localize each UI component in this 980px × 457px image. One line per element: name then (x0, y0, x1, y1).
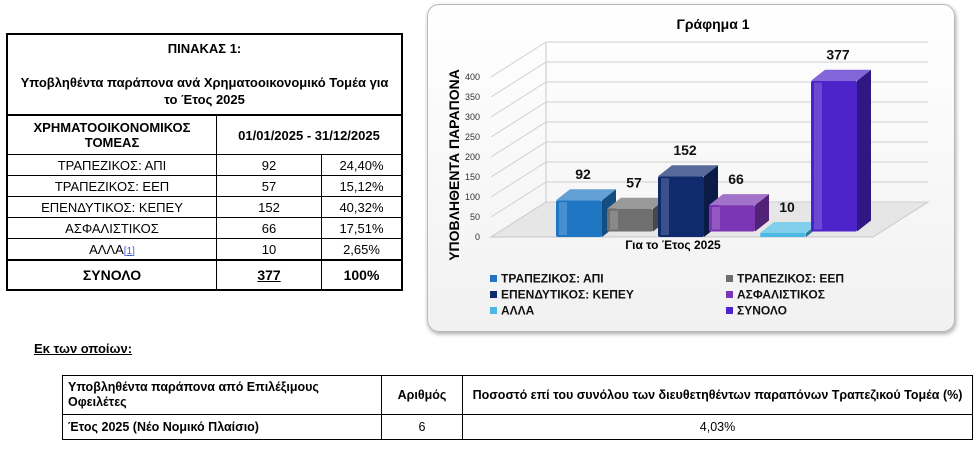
table-row (7, 176, 402, 197)
data-label: 92 (575, 166, 591, 183)
total-count: 377 (217, 260, 322, 290)
table-row (7, 197, 402, 218)
total-row (7, 260, 402, 290)
table-description: Υποβληθέντα παράπονα ανά Χρηματοοικονομικό Τομέα για το Έτος 2025 (20, 75, 389, 107)
legend-swatch (726, 307, 733, 314)
pct-cell: 2,65% (322, 239, 403, 261)
bar (709, 194, 769, 231)
chart-canvas (428, 5, 954, 331)
header-period: 01/01/2025 - 31/12/2025 (217, 115, 403, 155)
bar-chart (427, 4, 955, 332)
y-tick-label: 300 (464, 112, 480, 122)
count-cell: 6 (382, 415, 463, 440)
legend-label: ΤΡΑΠΕΖΙΚΟΣ: ΑΠΙ (501, 271, 604, 286)
data-label: 10 (779, 199, 795, 215)
y-tick-label: 250 (464, 132, 480, 142)
y-tick-label: 50 (469, 212, 480, 222)
pct-cell: 15,12% (322, 176, 403, 197)
y-tick-label: 350 (464, 92, 480, 102)
count-cell: 92 (217, 155, 322, 176)
sector-cell (7, 239, 217, 261)
table-row (63, 415, 973, 440)
chart-bars (556, 70, 871, 237)
eligible-debtors-table (62, 375, 973, 440)
header-sector: ΧΡΗΜΑΤΟΟΙΚΟΝΟΜΙΚΟΣ ΤΟΜΕΑΣ (7, 115, 217, 155)
chart-legend (490, 272, 844, 318)
legend-swatch (490, 307, 497, 314)
pct-cell: 24,40% (322, 155, 403, 176)
y-tick-label: 150 (464, 172, 480, 182)
table-caption (7, 34, 402, 115)
data-label: 57 (626, 174, 642, 191)
legend-swatch (726, 275, 733, 282)
y-tick-label: 200 (464, 152, 480, 162)
count-cell: 10 (217, 239, 322, 261)
count-cell: 152 (217, 197, 322, 218)
sector-cell: ΑΣΦΑΛΙΣΤΙΚΟΣ (7, 218, 217, 239)
y-axis-ticks (465, 72, 480, 242)
data-label: 152 (673, 142, 697, 159)
legend-swatch (490, 275, 497, 282)
x-axis-label: Για το Έτος 2025 (625, 238, 721, 252)
data-label: 66 (728, 171, 744, 188)
subheading: Εκ των οποίων: (34, 341, 133, 356)
header-percentage: Ποσοστό επί του συνόλου των διευθετηθέντων παραπόνων Τραπεζικού Τομέα (%) (463, 376, 973, 415)
chart-title: Γράφημα 1 (676, 16, 750, 32)
table-row (7, 155, 402, 176)
sector-cell: ΕΠΕΝΔΥΤΙΚΟΣ: ΚΕΠΕΥ (7, 197, 217, 218)
y-tick-label: 400 (464, 72, 480, 82)
sector-cell: ΤΡΑΠΕΖΙΚΟΣ: ΑΠΙ (7, 155, 217, 176)
count-cell: 57 (217, 176, 322, 197)
legend-label: ΤΡΑΠΕΖΙΚΟΣ: ΕΕΠ (737, 271, 845, 286)
table-title: ΠΙΝΑΚΑΣ 1: (167, 41, 242, 56)
footnote-link[interactable]: [1] (123, 245, 135, 257)
sector-cell: ΤΡΑΠΕΖΙΚΟΣ: ΕΕΠ (7, 176, 217, 197)
header-count: Αριθμός (382, 376, 463, 415)
row-label: Έτος 2025 (Νέο Νομικό Πλαίσιο) (63, 415, 382, 440)
legend-swatch (726, 291, 733, 298)
legend-label: ΑΣΦΑΛΙΣΤΙΚΟΣ (737, 287, 825, 302)
legend-label: ΕΠΕΝΔΥΤΙΚΟΣ: ΚΕΠΕΥ (501, 287, 634, 302)
y-axis-label: ΥΠΟΒΛΗΘΕΝΤΑ ΠΑΡΑΠΟΝΑ (446, 69, 462, 261)
complaints-table (6, 33, 403, 291)
count-cell: 66 (217, 218, 322, 239)
header-eligible-debtors: Υποβληθέντα παράπονα από Επιλέξιμους Οφειλέτες (63, 376, 382, 415)
legend-label: ΑΛΛΑ (501, 303, 535, 318)
y-tick-label: 100 (464, 192, 480, 202)
table-row (7, 239, 402, 261)
pct-cell: 17,51% (322, 218, 403, 239)
sector-label: ΑΛΛΑ (89, 241, 124, 257)
legend-swatch (490, 291, 497, 298)
total-label: ΣΥΝΟΛΟ (7, 260, 217, 290)
y-tick-label: 0 (474, 232, 480, 242)
legend-label: ΣΥΝΟΛΟ (737, 303, 787, 318)
pct-cell: 4,03% (463, 415, 973, 440)
table-row (7, 218, 402, 239)
total-pct: 100% (322, 260, 403, 290)
pct-cell: 40,32% (322, 197, 403, 218)
data-label: 377 (826, 46, 850, 63)
bar (811, 70, 871, 232)
